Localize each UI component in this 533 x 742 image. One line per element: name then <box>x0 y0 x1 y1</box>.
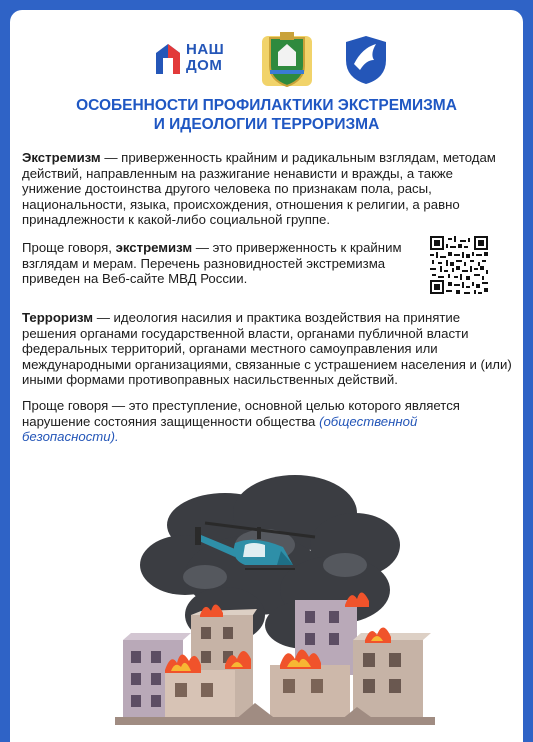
terrorism-term: Терроризм <box>22 310 94 325</box>
title-line2: И ИДЕОЛОГИИ ТЕРРОРИЗМА <box>153 116 380 133</box>
nash-dom-line1: НАШ <box>186 41 225 58</box>
terrorism-definition <box>22 310 516 388</box>
logos-row <box>10 24 523 94</box>
page-title <box>30 96 503 134</box>
crime-text: Проще говоря — это преступление, основной целью которого является нарушение состояния защищенности общества <box>22 398 460 429</box>
extremism-simple-lead: Проще говоря, <box>22 240 116 255</box>
poster-card <box>10 10 523 742</box>
terror-attack-illustration-icon <box>105 465 445 727</box>
extremism-simple <box>22 240 412 287</box>
public-safety-note: (общественной безопасности). <box>22 413 418 445</box>
dove-shield-icon <box>344 34 388 86</box>
terrorism-definition-text: — идеология насилия и практика воздействия на принятие решения органами государственной власти, органами публичной власти федеральных территорий, органами местного самоуправления или международными организациями, связанные с устрашением населения и (или) иными формами противоправных насильственных действий. <box>22 310 512 388</box>
extremism-term: Экстремизм <box>22 150 101 165</box>
extremism-simple-term: экстремизм <box>115 240 193 255</box>
crime-description <box>22 398 502 445</box>
coat-of-arms-icon <box>260 30 314 90</box>
extremism-simple-text: — это приверженность к крайним взглядам и мерам. Перечень разновидностей экстремизма приведен на Веб-сайте МВД России. <box>22 240 402 287</box>
house-icon <box>156 44 180 74</box>
qr-code-icon[interactable] <box>430 236 488 294</box>
nash-dom-logo <box>156 42 236 78</box>
extremism-definition <box>22 150 514 228</box>
title-line1: ОСОБЕННОСТИ ПРОФИЛАКТИКИ ЭКСТРЕМИЗМА <box>76 97 457 114</box>
nash-dom-line2: ДОМ <box>186 57 223 74</box>
extremism-definition-text: — приверженность крайним и радикальным взглядам, методам действий, направленным на разжигание ненависти и вражды, а также унижение достоинства другого человека по признакам пола, расы, национальности, языка, происхождения, отношения к религии, а равно принадлежности к какой-либо социальной группе. <box>22 150 496 228</box>
